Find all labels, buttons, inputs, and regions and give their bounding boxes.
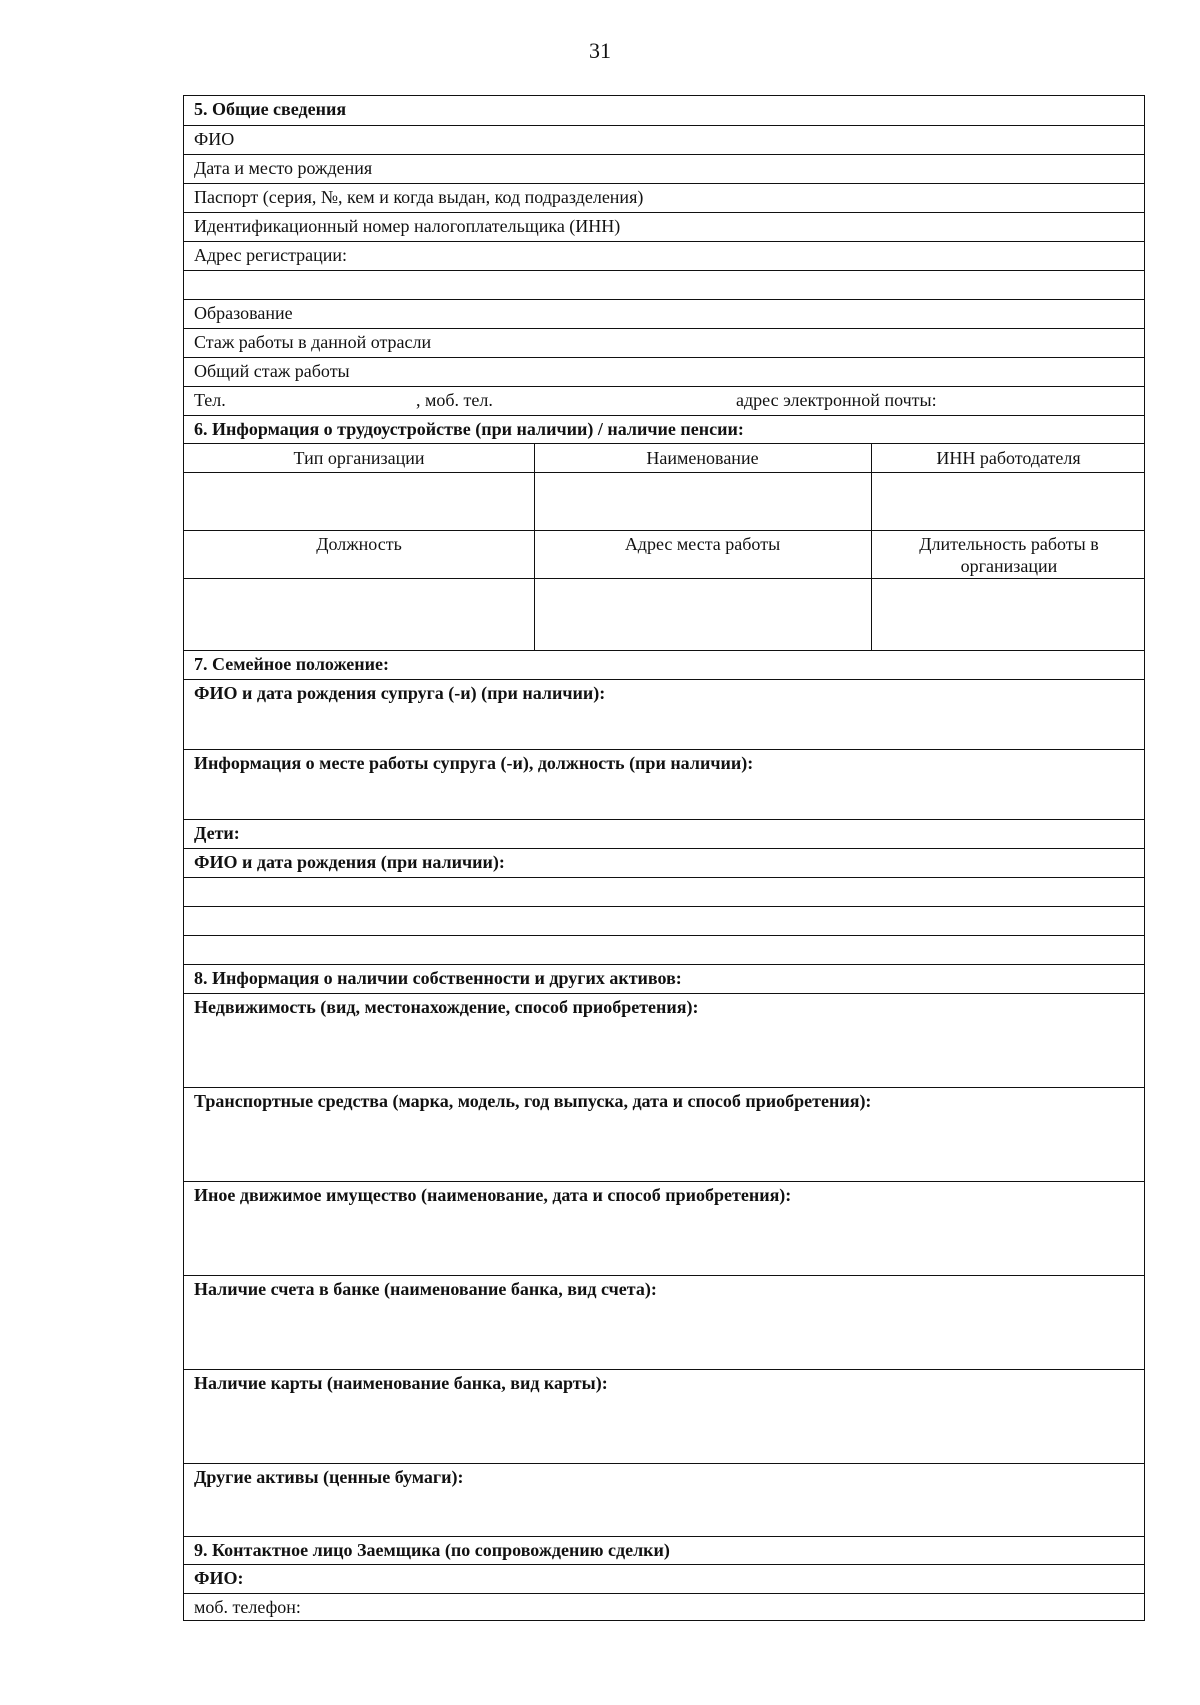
section7-title: 7. Семейное положение: — [184, 650, 1144, 679]
section9-title: 9. Контактное лицо Заемщика (по сопровождению сделки) — [184, 1536, 1144, 1564]
employer-inn-header: ИНН работодателя — [936, 448, 1081, 468]
employment-input-row-2[interactable] — [184, 578, 1144, 650]
spouse-name-field[interactable]: ФИО и дата рождения супруга (-и) (при наличии): — [184, 679, 1144, 749]
total-experience-field[interactable]: Общий стаж работы — [184, 357, 1144, 386]
bank-account-field[interactable]: Наличие счета в банке (наименование банка, вид счета): — [184, 1275, 1144, 1369]
movables-field[interactable]: Иное движимое имущество (наименование, дата и способ приобретения): — [184, 1181, 1144, 1275]
contacts-row[interactable] — [184, 386, 1144, 415]
column-divider-2 — [871, 443, 872, 650]
registration-address-cont[interactable] — [184, 270, 1144, 299]
realty-field[interactable]: Недвижимость (вид, местонахождение, способ приобретения): — [184, 993, 1144, 1087]
spouse-work-field[interactable]: Информация о месте работы супруга (-и), должность (при наличии): — [184, 749, 1144, 819]
questionnaire-form — [183, 95, 1145, 1621]
children-name-field[interactable]: ФИО и дата рождения (при наличии): — [184, 848, 1144, 877]
other-assets-field[interactable]: Другие активы (ценные бумаги): — [184, 1463, 1144, 1536]
mobile-label: , моб. тел. — [416, 390, 493, 410]
section8-title: 8. Информация о наличии собственности и других активов: — [184, 964, 1144, 993]
section5-title: 5. Общие сведения — [194, 99, 347, 119]
children-blank-row[interactable] — [184, 935, 1144, 964]
industry-experience-field[interactable]: Стаж работы в данной отрасли — [184, 328, 1144, 357]
education-field[interactable]: Образование — [184, 299, 1144, 328]
children-label: Дети: — [184, 819, 1144, 848]
section6-title: 6. Информация о трудоустройстве (при наличии) / наличие пенсии: — [184, 415, 1144, 443]
children-blank-row[interactable] — [184, 906, 1144, 935]
inn-field[interactable]: Идентификационный номер налогоплательщика (ИНН) — [184, 212, 1144, 241]
org-type-header: Тип организации — [293, 448, 425, 468]
registration-address-field[interactable]: Адрес регистрации: — [184, 241, 1144, 270]
work-duration-header: Длительность работы в организации — [919, 534, 1099, 576]
children-blank-row[interactable] — [184, 877, 1144, 906]
tel-label: Тел. — [194, 390, 226, 410]
card-field[interactable]: Наличие карты (наименование банка, вид карты): — [184, 1369, 1144, 1463]
page-number: 31 — [589, 38, 611, 63]
passport-field[interactable]: Паспорт (серия, №, кем и когда выдан, код подразделения) — [184, 183, 1144, 212]
employment-input-row-1[interactable] — [184, 472, 1144, 530]
vehicles-field[interactable]: Транспортные средства (марка, модель, год выпуска, дата и способ приобретения): — [184, 1087, 1144, 1181]
work-address-header: Адрес места работы — [624, 534, 781, 554]
contact-fio-field[interactable]: ФИО: — [184, 1564, 1144, 1593]
position-header: Должность — [316, 534, 402, 554]
contact-mobile-field[interactable]: моб. телефон: — [184, 1593, 1144, 1622]
org-name-header: Наименование — [646, 448, 759, 468]
email-label: адрес электронной почты: — [736, 390, 937, 410]
fio-field[interactable]: ФИО — [184, 125, 1144, 154]
birth-field[interactable]: Дата и место рождения — [184, 154, 1144, 183]
